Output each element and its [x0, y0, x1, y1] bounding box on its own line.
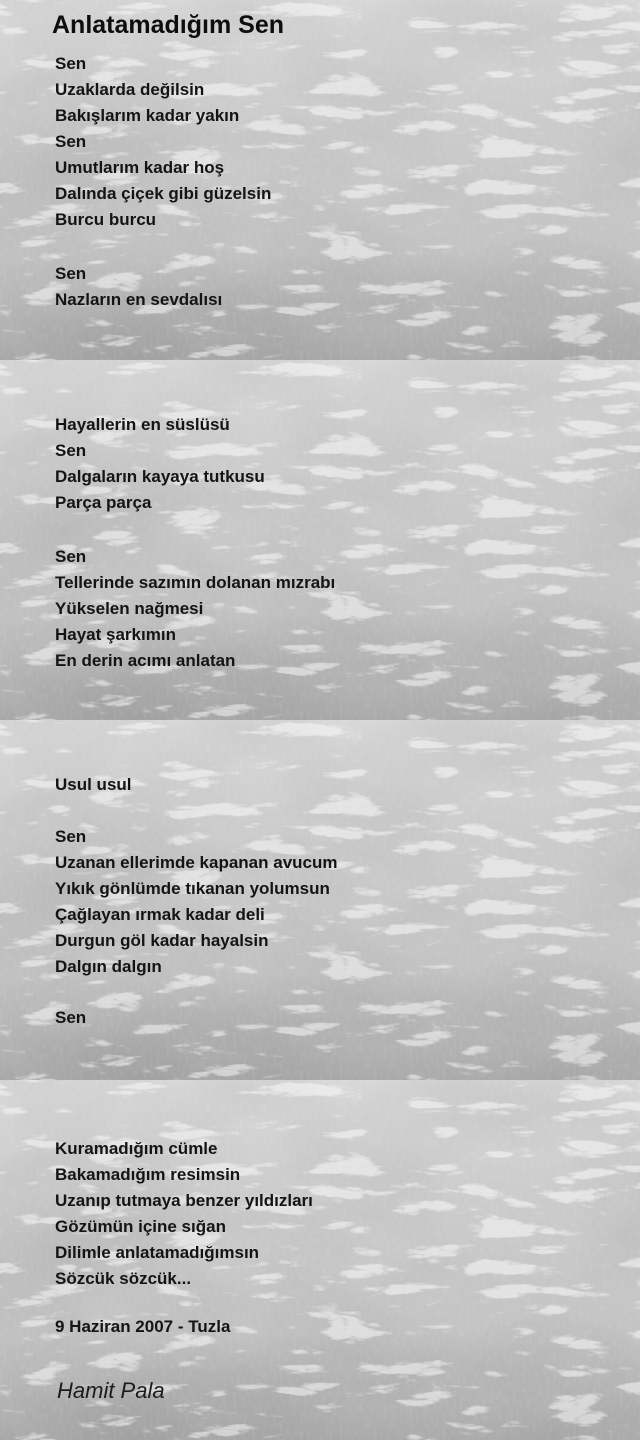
- poem-line: Sözcük sözcük...: [55, 1269, 192, 1288]
- poem-line: Hayat şarkımın: [55, 625, 176, 644]
- poem-line: Durgun göl kadar hayalsin: [55, 931, 269, 950]
- poem-line: Dalgaların kayaya tutkusu: [55, 467, 265, 486]
- stanza-1: [55, 51, 620, 233]
- poem-line: Sen: [55, 827, 87, 846]
- poem-line: Uzanıp tutmaya benzer yıldızları: [55, 1191, 313, 1210]
- poem-line: Uzanan ellerimde kapanan avucum: [55, 853, 338, 872]
- poem-author: Hamit Pala: [57, 1378, 165, 1403]
- poem-line: Kuramadığım cümle: [55, 1139, 218, 1158]
- poem-line: Sen: [55, 547, 87, 566]
- stanza-6: [55, 824, 620, 980]
- poem-line: Sen: [55, 441, 87, 460]
- poem-date-location: 9 Haziran 2007 - Tuzla: [55, 1317, 231, 1336]
- poem-line: Usul usul: [55, 775, 132, 794]
- poem-line: Hayallerin en süslüsü: [55, 415, 230, 434]
- stanza-3: [55, 412, 620, 516]
- stanza-8: [55, 1136, 620, 1292]
- stanza-2: [55, 261, 620, 313]
- poem-line: En derin acımı anlatan: [55, 651, 236, 670]
- poem-line: Bakamadığım resimsin: [55, 1165, 241, 1184]
- poem-line: Tellerinde sazımın dolanan mızrabı: [55, 573, 336, 592]
- poem-line: Dalgın dalgın: [55, 957, 162, 976]
- poem-line: Bakışlarım kadar yakın: [55, 106, 240, 125]
- poem-line: Gözümün içine sığan: [55, 1217, 226, 1236]
- poem-line: Nazların en sevdalısı: [55, 290, 223, 309]
- poem-line: Sen: [55, 54, 87, 73]
- poem-line: Umutlarım kadar hoş: [55, 158, 225, 177]
- poem-line: Yıkık gönlümde tıkanan yolumsun: [55, 879, 330, 898]
- poem-line: Sen: [55, 132, 87, 151]
- stanza-7: [55, 1005, 620, 1031]
- poem-line: Parça parça: [55, 493, 152, 512]
- poem-line: Burcu burcu: [55, 210, 157, 229]
- poem-line: Uzaklarda değilsin: [55, 80, 205, 99]
- poem-line: Sen: [55, 264, 87, 283]
- poem-title: Anlatamadığım Sen: [52, 11, 284, 39]
- poem-line: Dilimle anlatamadığımsın: [55, 1243, 260, 1262]
- poem-line: Dalında çiçek gibi güzelsin: [55, 184, 272, 203]
- stanza-5: [55, 772, 620, 798]
- poem-line: Yükselen nağmesi: [55, 599, 204, 618]
- poem-line: Sen: [55, 1008, 87, 1027]
- poem-line: Çağlayan ırmak kadar deli: [55, 905, 265, 924]
- stanza-4: [55, 544, 620, 674]
